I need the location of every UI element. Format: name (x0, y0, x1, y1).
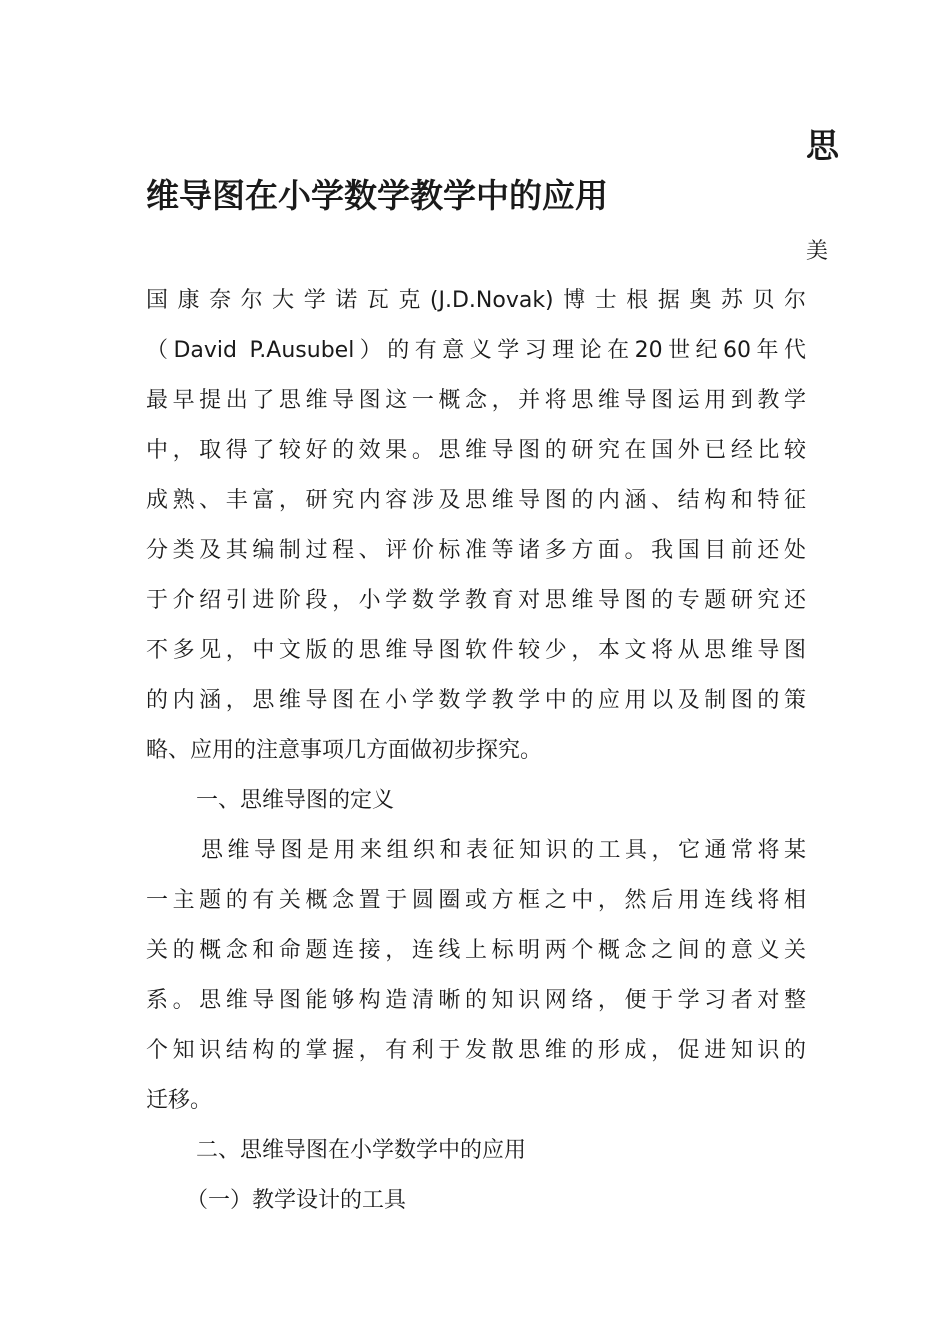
paragraph-line: （David P.Ausubel）的有意义学习理论在20世纪60年代 (146, 338, 806, 363)
paragraph-line: 系。思维导图能够构造清晰的知识网络，便于学习者对整 (146, 988, 806, 1013)
lead-char: 美 (806, 239, 829, 264)
paragraph-line: 迁移。 (146, 1088, 213, 1113)
paragraph-line: 不多见，中文版的思维导图软件较少，本文将从思维导图 (146, 638, 806, 663)
paragraph-line: 国康奈尔大学诺瓦克(J.D.Novak)博士根据奥苏贝尔 (146, 288, 806, 313)
paragraph-line: 最早提出了思维导图这一概念，并将思维导图运用到教学 (146, 388, 806, 413)
section-heading-application: 二、思维导图在小学数学中的应用 (196, 1138, 527, 1163)
subsection-heading-design-tool: （一）教学设计的工具 (186, 1188, 407, 1213)
document-body (146, 280, 806, 1230)
paragraph-line: 于介绍引进阶段，小学数学教育对思维导图的专题研究还 (146, 588, 806, 613)
paragraph-line: 略、应用的注意事项几方面做初步探究。 (146, 738, 543, 763)
title-first-char: 思 (806, 126, 839, 165)
paragraph-line: 个知识结构的掌握，有利于发散思维的形成，促进知识的 (146, 1038, 806, 1063)
section-heading-definition: 一、思维导图的定义 (196, 788, 395, 813)
paragraph-line: 一主题的有关概念置于圆圈或方框之中，然后用连线将相 (146, 888, 806, 913)
paragraph-line: 的内涵，思维导图在小学数学教学中的应用以及制图的策 (146, 688, 806, 713)
paragraph-line: 关的概念和命题连接，连线上标明两个概念之间的意义关 (146, 938, 806, 963)
paragraph-line: 思维导图是用来组织和表征知识的工具，它通常将某 (201, 838, 806, 863)
title-rest: 维导图在小学数学教学中的应用 (146, 176, 608, 215)
paragraph-line: 中，取得了较好的效果。思维导图的研究在国外已经比较 (146, 438, 806, 463)
paragraph-line: 成熟、丰富，研究内容涉及思维导图的内涵、结构和特征 (146, 488, 806, 513)
paragraph-line: 分类及其编制过程、评价标准等诸多方面。我国目前还处 (146, 538, 806, 563)
